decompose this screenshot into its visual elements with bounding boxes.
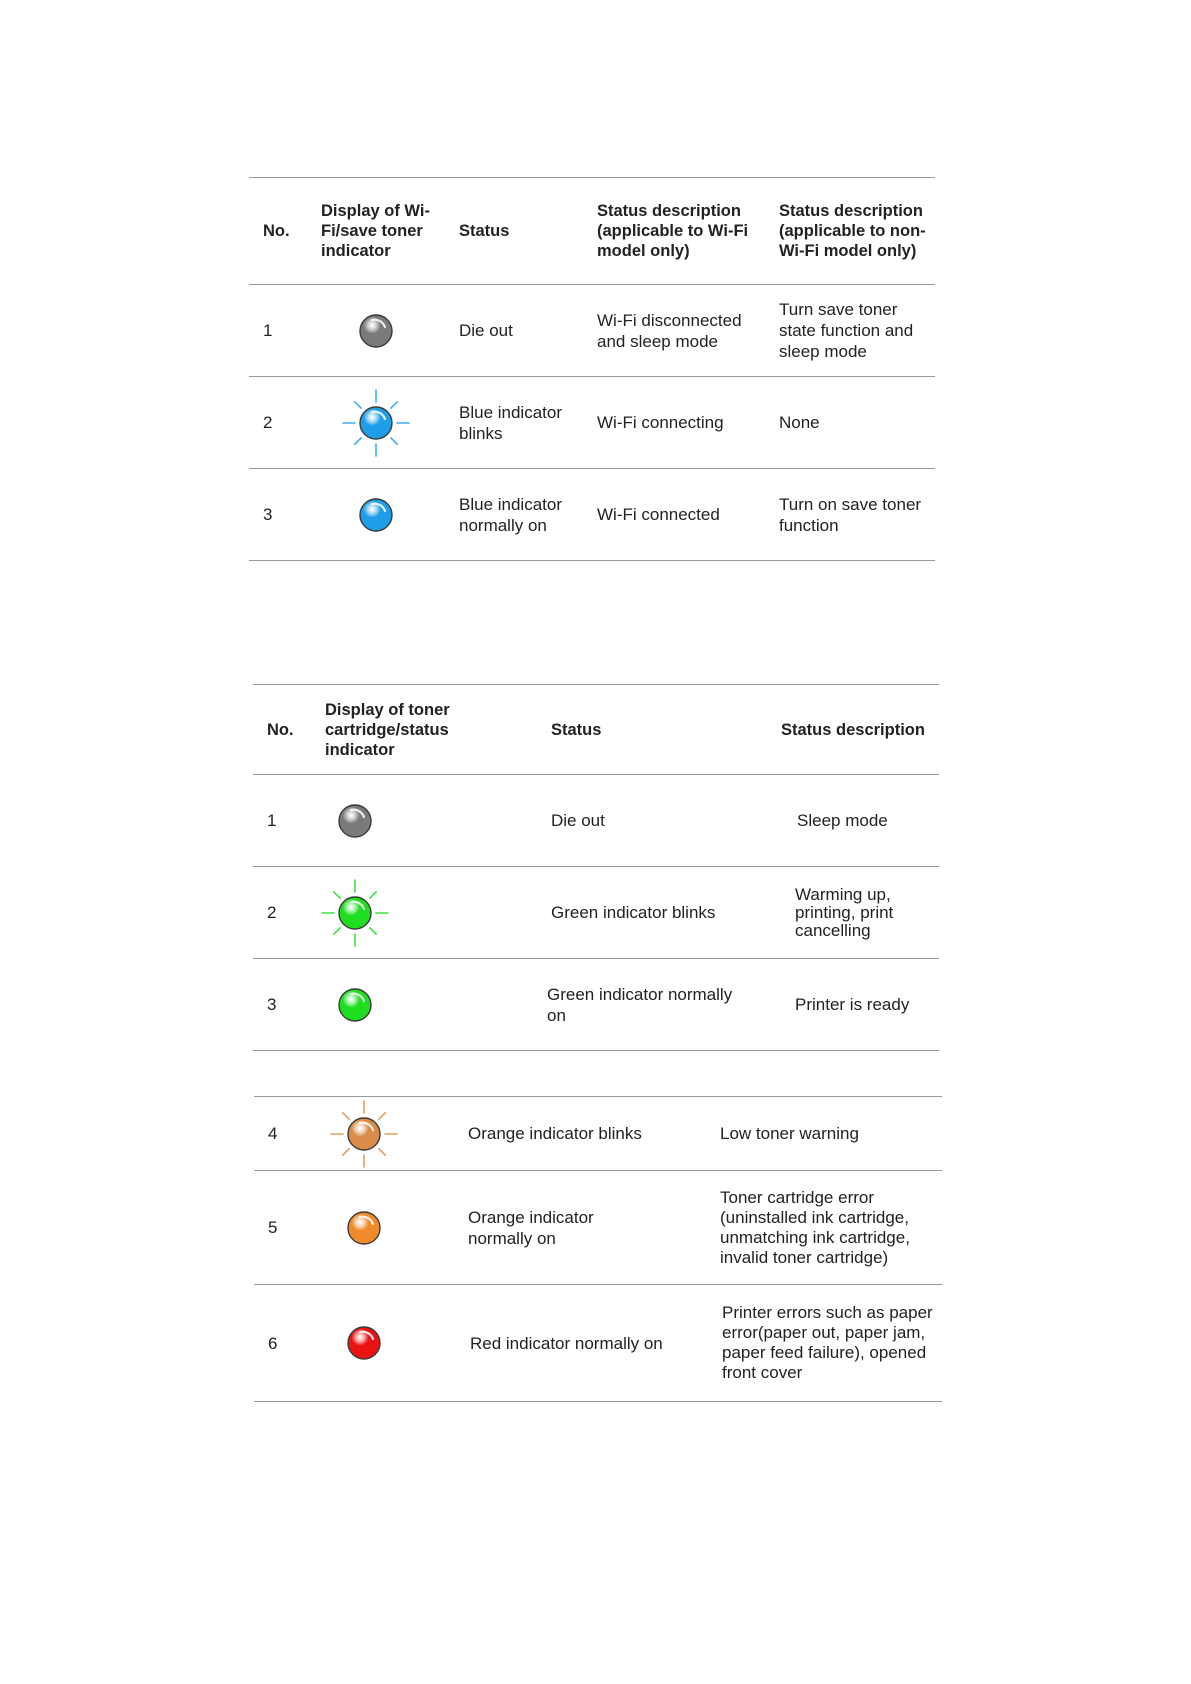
header-display: Display of Wi-Fi/save toner indicator <box>307 178 445 285</box>
indicator-cell <box>312 1171 432 1285</box>
row-status: Blue indicator blinks <box>445 377 583 469</box>
header-desc: Status description <box>761 685 939 775</box>
row-status: Orange indicator normally on <box>432 1171 690 1285</box>
row-status: Green indicator normally on <box>491 959 761 1051</box>
wifi-indicator-table <box>249 177 935 561</box>
row-desc-nonwifi: Turn on save toner function <box>765 469 935 561</box>
row-desc-wifi: Wi-Fi connected <box>583 469 765 561</box>
table-row <box>254 1171 942 1285</box>
row-desc-nonwifi: Turn save toner state function and sleep mode <box>765 285 935 377</box>
indicator-cell <box>311 959 491 1051</box>
header-status: Status <box>445 178 583 285</box>
indicator-light-icon <box>328 1307 400 1379</box>
indicator-light-icon <box>340 479 412 551</box>
indicator-cell <box>307 469 445 561</box>
indicator-light-icon <box>340 295 412 367</box>
indicator-cell <box>307 377 445 469</box>
table-row <box>254 1097 942 1171</box>
row-no: 2 <box>253 867 311 959</box>
row-status: Red indicator normally on <box>432 1285 690 1402</box>
row-no: 6 <box>254 1285 312 1402</box>
header-display: Display of toner cartridge/status indicator <box>311 685 491 775</box>
row-status: Orange indicator blinks <box>432 1097 690 1171</box>
indicator-cell <box>307 285 445 377</box>
row-no: 4 <box>254 1097 312 1171</box>
toner-indicator-table-continued <box>254 1096 942 1402</box>
row-status: Die out <box>445 285 583 377</box>
indicator-light-blinking-icon <box>328 1098 400 1170</box>
row-desc-nonwifi: None <box>765 377 935 469</box>
row-desc-wifi: Wi-Fi disconnected and sleep mode <box>583 285 765 377</box>
table-row <box>249 469 935 561</box>
indicator-cell <box>311 775 491 867</box>
table-header-row <box>253 685 939 775</box>
row-no: 3 <box>253 959 311 1051</box>
table-row <box>249 377 935 469</box>
row-desc: Toner cartridge error (uninstalled ink cartridge, unmatching ink cartridge, invalid toner cartridge) <box>690 1171 942 1285</box>
row-desc: Low toner warning <box>690 1097 942 1171</box>
indicator-cell <box>312 1097 432 1171</box>
header-status: Status <box>491 685 761 775</box>
row-desc-wifi: Wi-Fi connecting <box>583 377 765 469</box>
indicator-light-icon <box>319 785 391 857</box>
indicator-cell <box>312 1285 432 1402</box>
row-desc: Printer is ready <box>761 959 939 1051</box>
indicator-light-icon <box>319 969 391 1041</box>
row-status: Green indicator blinks <box>491 867 761 959</box>
row-no: 1 <box>249 285 307 377</box>
table-row <box>253 867 939 959</box>
indicator-light-icon <box>328 1192 400 1264</box>
row-no: 2 <box>249 377 307 469</box>
table-row <box>253 959 939 1051</box>
indicator-light-blinking-icon <box>319 877 391 949</box>
indicator-light-blinking-icon <box>340 387 412 459</box>
header-desc-wifi: Status description (applicable to Wi-Fi model only) <box>583 178 765 285</box>
header-no: No. <box>249 178 307 285</box>
row-status: Die out <box>491 775 761 867</box>
row-desc: Printer errors such as paper error(paper out, paper jam, paper feed failure), opened front cover <box>690 1285 942 1402</box>
indicator-cell <box>311 867 491 959</box>
row-no: 5 <box>254 1171 312 1285</box>
row-desc: Sleep mode <box>761 775 939 867</box>
table-row <box>249 285 935 377</box>
table-header-row <box>249 178 935 285</box>
header-no: No. <box>253 685 311 775</box>
toner-indicator-table <box>253 684 939 1051</box>
row-desc: Warming up, printing, print cancelling <box>761 867 939 959</box>
row-status: Blue indicator normally on <box>445 469 583 561</box>
row-no: 3 <box>249 469 307 561</box>
row-no: 1 <box>253 775 311 867</box>
table-row <box>254 1285 942 1402</box>
table-row <box>253 775 939 867</box>
header-desc-nonwifi: Status description (applicable to non-Wi-Fi model only) <box>765 178 935 285</box>
